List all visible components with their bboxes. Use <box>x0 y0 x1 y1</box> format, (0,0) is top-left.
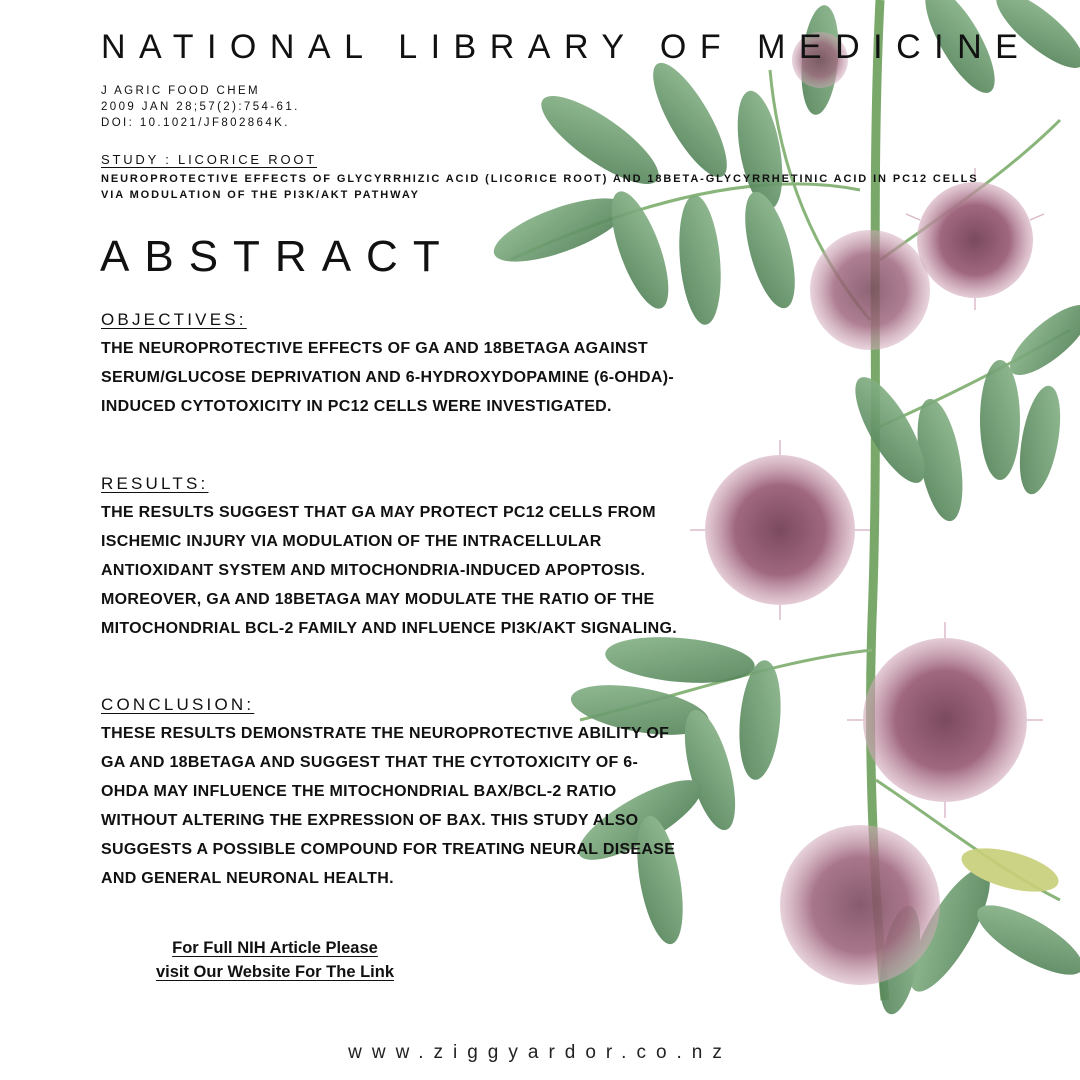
results-section <box>101 474 681 643</box>
citation-block <box>101 83 300 131</box>
full-article-link[interactable] <box>120 936 430 984</box>
doi: DOI: 10.1021/JF802864K. <box>101 117 290 129</box>
conclusion-body: THESE RESULTS DEMONSTRATE THE NEUROPROTECTIVE ABILITY OF GA AND 18BETAGA AND SUGGEST THAT THE CYTOTOXICITY OF 6-OHDA MAY INFLUENCE THE MITOCHONDRIAL BAX/BCL-2 RATIO WITHOUT ALTERING THE EXPRESSION OF BAX. THIS STUDY ALSO SUGGESTS A POSSIBLE COMPOUND FOR TREATING NEURAL DISEASE AND GENERAL NEURONAL HEALTH. <box>101 725 676 887</box>
objectives-heading: OBJECTIVES: <box>101 310 247 329</box>
link-line-2[interactable]: visit Our Website For The Link <box>155 963 395 981</box>
journal-name: J AGRIC FOOD CHEM <box>101 85 261 97</box>
study-label: STUDY : LICORICE ROOT <box>101 152 318 167</box>
link-line-1[interactable]: For Full NIH Article Please <box>172 939 378 957</box>
study-title: NEUROPROTECTIVE EFFECTS OF GLYCYRRHIZIC ACID (LICORICE ROOT) AND 18BETA-GLYCYRRHETINIC ACID IN PC12 CELLS VIA MODULATION OF THE PI3K/AKT PATHWAY <box>101 173 979 201</box>
objectives-body: THE NEUROPROTECTIVE EFFECTS OF GA AND 18BETAGA AGAINST SERUM/GLUCOSE DEPRIVATION AND 6-HYDROXYDOPAMINE (6-OHDA)-INDUCED CYTOTOXICITY IN PC12 CELLS WERE INVESTIGATED. <box>101 340 674 415</box>
results-heading: RESULTS: <box>101 474 209 493</box>
objectives-section <box>101 310 681 421</box>
conclusion-heading: CONCLUSION: <box>101 695 255 714</box>
publication-date: 2009 JAN 28;57(2):754-61. <box>101 101 300 113</box>
page-title: NATIONAL LIBRARY OF MEDICINE <box>101 28 1032 66</box>
website-url: www.ziggyardor.co.nz <box>348 1042 732 1063</box>
conclusion-section <box>101 695 681 893</box>
results-body: THE RESULTS SUGGEST THAT GA MAY PROTECT PC12 CELLS FROM ISCHEMIC INJURY VIA MODULATION OF THE INTRACELLULAR ANTIOXIDANT SYSTEM AND MITOCHONDRIA-INDUCED APOPTOSIS. MOREOVER, GA AND 18BETAGA MAY MODULATE THE RATIO OF THE MITOCHONDRIAL BCL-2 FAMILY AND INFLUENCE PI3K/AKT SIGNALING. <box>101 504 677 637</box>
abstract-heading: ABSTRACT <box>100 232 455 281</box>
